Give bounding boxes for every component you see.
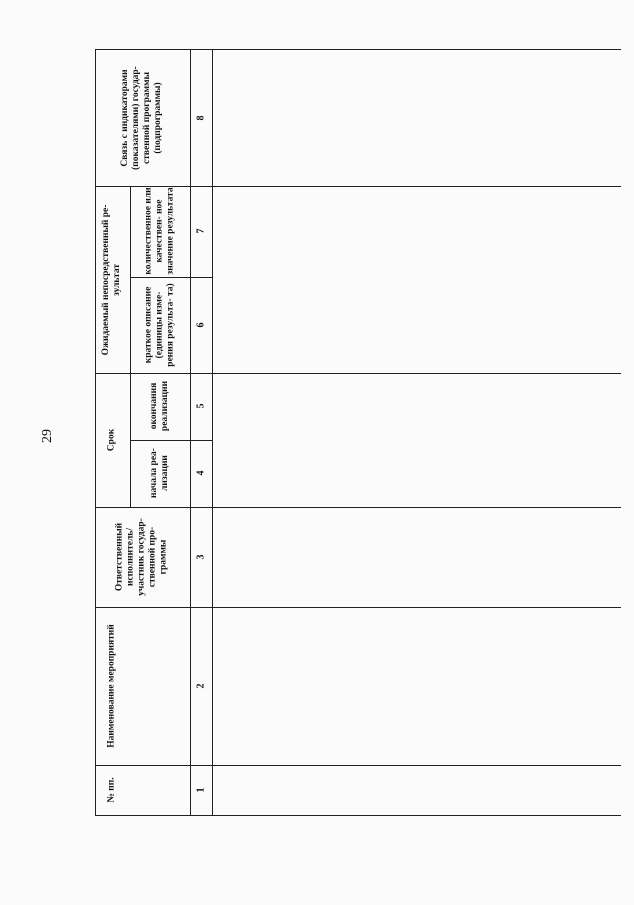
column-number-5: 5 (195, 403, 207, 409)
page-number: 29 (40, 429, 55, 443)
column-number-7: 7 (195, 228, 207, 234)
column-number-2: 2 (195, 683, 207, 689)
column-number-4: 4 (195, 470, 207, 476)
column-number-8: 8 (195, 115, 207, 121)
column-number-6: 6 (195, 322, 207, 328)
header-col4: начала реа- лизации (149, 448, 170, 498)
column-number-1: 1 (195, 787, 207, 793)
header-col5: окончания реализации (149, 380, 170, 432)
header-col1: № пп. (106, 777, 117, 803)
header-term: Срок (106, 428, 117, 452)
column-number-3: 3 (195, 554, 207, 560)
header-col7: количественное или качествен- ное значение результата (143, 187, 176, 275)
header-col8: Связь с индикаторами (показателями) государ- ственной программы (подпрограммы) (120, 66, 163, 170)
header-col3: Ответственный исполнитель/ участник государ- ственной про- граммы (114, 518, 169, 596)
header-expected: Ожидаемый непосредственный ре- зультат (101, 204, 122, 356)
header-col6: краткое описание (единицы изме- рения результа- та) (143, 283, 176, 367)
header-col2: Наименование мероприятий (106, 624, 117, 748)
